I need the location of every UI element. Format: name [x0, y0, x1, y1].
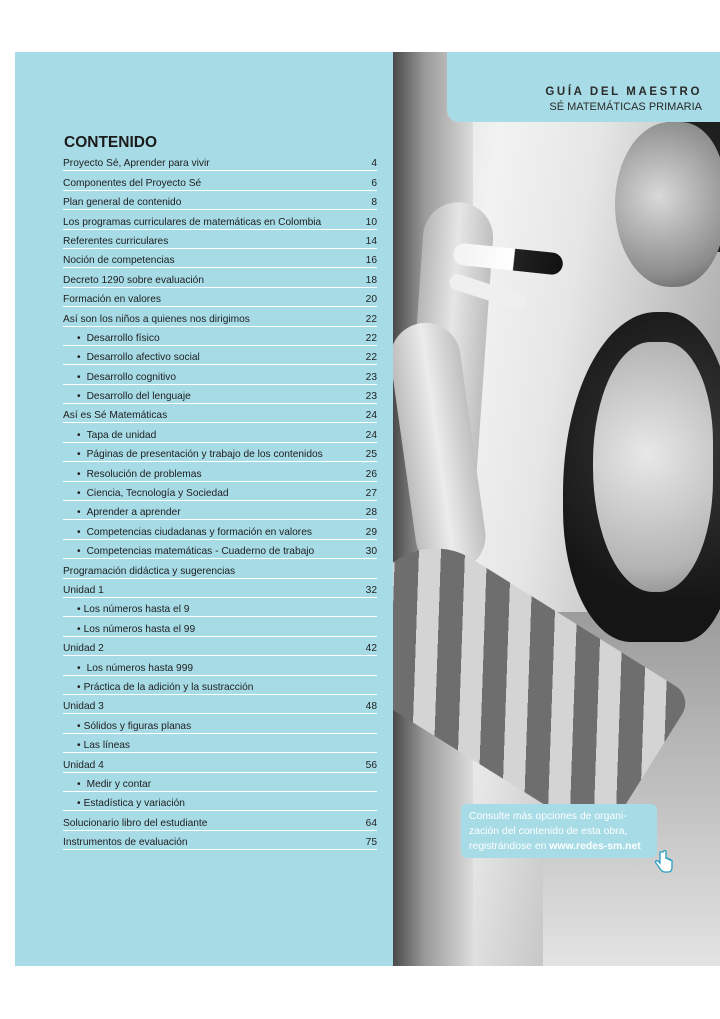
- toc-entry-page: 25: [365, 449, 377, 461]
- toc-entry: [63, 404, 377, 423]
- toc-entry-label: Unidad 3: [63, 701, 104, 713]
- toc-subentry: [63, 482, 377, 501]
- toc-entry: [63, 811, 377, 830]
- toc-entry-label: Programación didáctica y sugerencias: [63, 565, 236, 577]
- toc-entry-page: 27: [365, 488, 377, 500]
- toc-entry-page: 24: [365, 429, 377, 441]
- toc-entry-label: Solucionario libro del estudiante: [63, 817, 208, 829]
- toc-entry-label: Formación en valores: [63, 294, 161, 306]
- toc-entry-label: • Resolución de problemas: [63, 469, 202, 480]
- callout-url-link[interactable]: www.redes-sm.net: [549, 841, 641, 852]
- toc-entry-page: 42: [365, 643, 377, 655]
- toc-entry-label: • Desarrollo cognitivo: [63, 372, 176, 383]
- toc-entry: [63, 191, 377, 210]
- toc-entry: [63, 307, 377, 326]
- toc-entry-page: 23: [365, 371, 377, 383]
- toc-subentry: [63, 676, 377, 695]
- toc-entry-page: 22: [365, 352, 377, 364]
- toc-entry-label: • Desarrollo físico: [63, 333, 160, 344]
- toc-entry: [63, 695, 377, 714]
- toc-subentry: [63, 327, 377, 346]
- toc-subentry: [63, 734, 377, 753]
- toc-subentry: [63, 598, 377, 617]
- toc-entry-page: 30: [365, 546, 377, 558]
- toc-entry-label: Unidad 2: [63, 643, 104, 655]
- toc-subentry: [63, 346, 377, 365]
- callout-line-3: [469, 839, 649, 854]
- toc-subentry: [63, 501, 377, 520]
- toc-entry: [63, 268, 377, 287]
- toc-entry: [63, 831, 377, 850]
- toc-entry: [63, 637, 377, 656]
- toc-entry-label: • Tapa de unidad: [63, 430, 156, 441]
- toc-entry-label: • Los números hasta el 99: [63, 624, 195, 635]
- toc-title: CONTENIDO: [64, 134, 157, 151]
- toc-entry-page: 8: [371, 197, 377, 209]
- toc-subentry: [63, 617, 377, 636]
- toc-entry-label: Plan general de contenido: [63, 197, 182, 209]
- toc-subentry: [63, 443, 377, 462]
- toc-entry-page: 10: [365, 216, 377, 228]
- toc-entry-page: 22: [365, 313, 377, 325]
- guide-title: GUÍA DEL MAESTRO: [545, 86, 702, 98]
- toc-entry-page: 20: [365, 294, 377, 306]
- toc-subentry: [63, 714, 377, 733]
- toc-entry-label: • Los números hasta 999: [63, 663, 193, 674]
- pointing-hand-icon: [652, 850, 674, 876]
- toc-entry-label: • Estadística y variación: [63, 798, 185, 809]
- toc-entry-label: • Los números hasta el 9: [63, 604, 189, 615]
- toc-subentry: [63, 462, 377, 481]
- toc-subentry: [63, 423, 377, 442]
- online-resources-callout: [461, 804, 657, 858]
- toc-entry-label: Proyecto Sé, Aprender para vivir: [63, 158, 210, 170]
- toc-entry: [63, 579, 377, 598]
- toc-entry-page: 14: [365, 235, 377, 247]
- toc-entry: [63, 249, 377, 268]
- callout-line-2: zación del contenido de esta obra,: [469, 826, 628, 837]
- toc-entry: [63, 210, 377, 229]
- photo-girl-face: [593, 342, 713, 592]
- toc-entry-page: 29: [365, 526, 377, 538]
- toc-subentry: [63, 385, 377, 404]
- toc-entry-page: 24: [365, 410, 377, 422]
- toc-entry-label: • Competencias ciudadanas y formación en valores: [63, 527, 312, 538]
- toc-entry: [63, 753, 377, 772]
- toc-entry-page: 75: [365, 837, 377, 849]
- toc-entry-page: 28: [365, 507, 377, 519]
- toc-entry-page: 6: [371, 177, 377, 189]
- toc-entry: [63, 171, 377, 190]
- callout-prefix: registrándose en: [469, 841, 550, 852]
- toc-entry-label: Instrumentos de evaluación: [63, 837, 188, 849]
- toc-entry: [63, 152, 377, 171]
- toc-entry-label: Decreto 1290 sobre evaluación: [63, 274, 205, 286]
- toc-entry-page: 18: [365, 274, 377, 286]
- callout-line-1: Consulte más opciones de organi-: [469, 811, 627, 822]
- toc-subentry: [63, 792, 377, 811]
- toc-entry: [63, 230, 377, 249]
- toc-entry-page: 4: [371, 158, 377, 170]
- toc-entry-page: 32: [365, 584, 377, 596]
- toc-entry: [63, 559, 377, 578]
- toc-entry-label: Unidad 4: [63, 759, 104, 771]
- toc-entry-page: 48: [365, 701, 377, 713]
- toc-entry-label: Así son los niños a quienes nos dirigimos: [63, 313, 250, 325]
- toc-entry-label: Referentes curriculares: [63, 235, 169, 247]
- toc-list: [63, 152, 377, 850]
- toc-entry-label: • Las líneas: [63, 740, 130, 751]
- photo-teacher-face: [615, 122, 720, 287]
- toc-subentry: [63, 540, 377, 559]
- toc-entry-label: Componentes del Proyecto Sé: [63, 177, 202, 189]
- toc-entry-label: • Ciencia, Tecnología y Sociedad: [63, 488, 229, 499]
- toc-entry-label: Noción de competencias: [63, 255, 175, 267]
- toc-entry-label: Los programas curriculares de matemáticas en Colombia: [63, 216, 322, 228]
- toc-subentry: [63, 656, 377, 675]
- toc-entry-label: • Desarrollo del lenguaje: [63, 391, 191, 402]
- toc-entry-page: 16: [365, 255, 377, 267]
- toc-entry-label: • Práctica de la adición y la sustracción: [63, 682, 253, 693]
- toc-subentry: [63, 520, 377, 539]
- guide-subtitle: SÉ MATEMÁTICAS PRIMARIA: [549, 101, 702, 113]
- toc-entry: [63, 288, 377, 307]
- toc-entry-label: Unidad 1: [63, 584, 104, 596]
- toc-subentry: [63, 773, 377, 792]
- toc-entry-label: • Medir y contar: [63, 779, 151, 790]
- toc-entry-label: • Sólidos y figuras planas: [63, 721, 191, 732]
- toc-entry-page: 56: [365, 759, 377, 771]
- toc-entry-label: Así es Sé Matemáticas: [63, 410, 168, 422]
- toc-entry-page: 26: [365, 468, 377, 480]
- toc-entry-label: • Desarrollo afectivo social: [63, 352, 200, 363]
- toc-entry-page: 22: [365, 332, 377, 344]
- toc-entry-page: 64: [365, 817, 377, 829]
- toc-entry-label: • Páginas de presentación y trabajo de los contenidos: [63, 449, 323, 460]
- toc-subentry: [63, 365, 377, 384]
- toc-entry-label: • Competencias matemáticas - Cuaderno de trabajo: [63, 546, 314, 557]
- toc-entry-label: • Aprender a aprender: [63, 507, 181, 518]
- toc-entry-page: 23: [365, 391, 377, 403]
- guide-header-tab: [447, 52, 720, 122]
